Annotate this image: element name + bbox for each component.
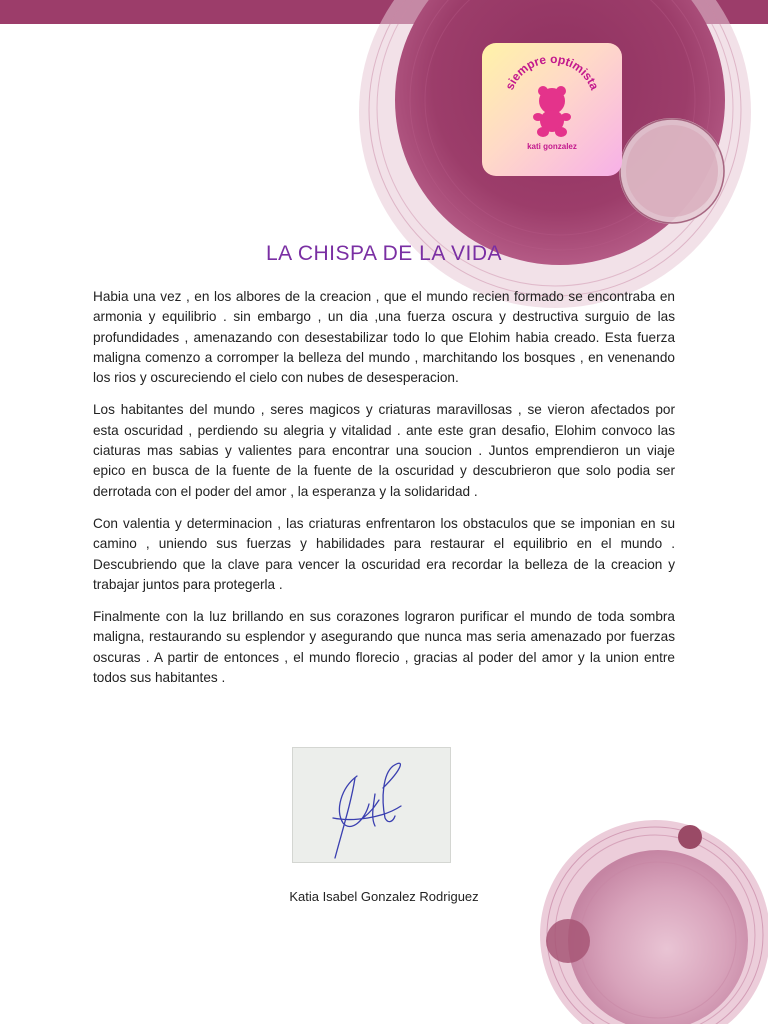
paragraph: Habia una vez , en los albores de la creacion , que el mundo recien formado se encontraba en armonia y equilibrio . sin embargo , un dia ,una fuerza oscura y destructiva surguio de las profundidades , amenazando con desestabilizar todo lo que Elohim habia creado. Esta fuerza maligna comenzo a corromper la belleza del mundo , marchitando los bosques , en venenando los rios y oscureciendo el cielo con nubes de desesperacion. <box>93 289 675 386</box>
story-body <box>93 287 675 700</box>
page-title: LA CHISPA DE LA VIDA <box>265 242 503 265</box>
paragraph: Los habitantes del mundo , seres magicos y criaturas maravillosas , se vieron afectados por esta oscuridad , perdiendo su alegria y vitalidad . ante este gran desafio, Elohim convoco las ciaturas mas sabias y valientes para encontrar una soucion . Juntos emprendieron un viaje epico en busca de la fuente de la fuente de la oscuridad y descubrieron que solo podia ser derrotada con el poder del amor , la esperanza y la solidaridad . <box>93 402 675 499</box>
mid-dot-circle <box>546 919 590 963</box>
bear-icon <box>533 86 571 137</box>
signature-image <box>292 747 451 863</box>
paragraph: Con valentia y determinacion , las criaturas enfrentaron los obstaculos que se imponian en su camino , uniendo sus fuerzas y habilidades para restaurar el equilibrio en el mundo . Descubriendo que la clave para vencer la oscuridad era recordar la belleza de la creacion y trabajar juntos para protegerla . <box>93 515 675 592</box>
logo-sub-text: kati gonzalez <box>527 142 577 151</box>
small-dot-circle <box>678 825 702 849</box>
logo-arc-text: siempre optimista <box>502 51 602 93</box>
brand-logo <box>482 43 622 176</box>
small-circle-top-right <box>619 118 725 224</box>
author-name: Katia Isabel Gonzalez Rodriguez <box>289 889 479 904</box>
paragraph: Finalmente con la luz brillando en sus corazones lograron purificar el mundo de toda sombra maligna, restaurando su esplendor y asegurando que nunca mas seria amenazado por fuerzas oscuras . A partir de entonces , el mundo florecio , gracias al poder del amor y la union entre todos sus habitantes . <box>93 609 675 686</box>
